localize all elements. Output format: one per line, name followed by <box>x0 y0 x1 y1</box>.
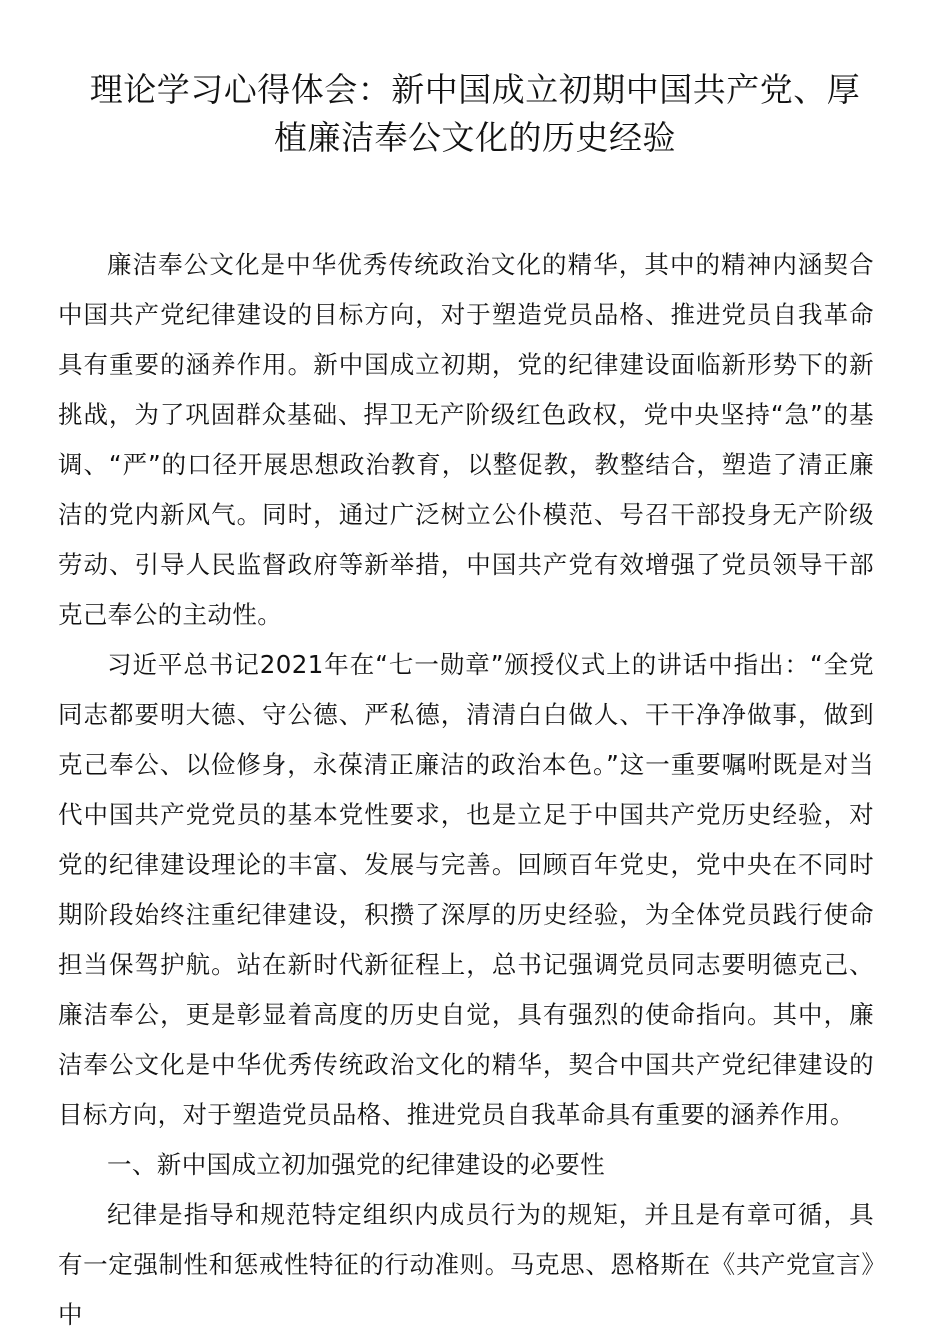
document-title: 理论学习心得体会：新中国成立初期中国共产党、厚植廉洁奉公文化的历史经验 <box>89 70 861 157</box>
document-body <box>58 240 874 1340</box>
paragraph-section-one: 纪律是指导和规范特定组织内成员行为的规矩，并且是有章可循，具有一定强制性和惩戒性特征的行动准则。马克思、恩格斯在《共产党宣言》中 <box>58 1200 874 1329</box>
paragraph-intro: 廉洁奉公文化是中华优秀传统政治文化的精华，其中的精神内涵契合中国共产党纪律建设的目标方向，对于塑造党员品格、推进党员自我革命具有重要的涵养作用。新中国成立初期，党的纪律建设面临新形势下的新挑战，为了巩固群众基础、捍卫无产阶级红色政权，党中央坚持“急”的基调、“严”的口径开展思想政治教育，以整促教，教整结合，塑造了清正廉洁的党内新风气。同时，通过广泛树立公仆模范、号召干部投身无产阶级劳动、引导人民监督政府等新举措，中国共产党有效增强了党员领导干部克己奉公的主动性。 <box>58 250 874 629</box>
paragraph-speech: 习近平总书记2021年在“七一勋章”颁授仪式上的讲话中指出：“全党同志都要明大德、守公德、严私德，清清白白做人、干干净净做事，做到克己奉公、以俭修身，永葆清正廉洁的政治本色。”这一重要嘱咐既是对当代中国共产党党员的基本党性要求，也是立足于中国共产党历史经验，对党的纪律建设理论的丰富、发展与完善。回顾百年党史，党中央在不同时期阶段始终注重纪律建设，积攒了深厚的历史经验，为全体党员践行使命担当保驾护航。站在新时代新征程上，总书记强调党员同志要明德克己、廉洁奉公，更是彰显着高度的历史自觉，具有强烈的使命指向。其中，廉洁奉公文化是中华优秀传统政治文化的精华，契合中国共产党纪律建设的目标方向，对于塑造党员品格、推进党员自我革命具有重要的涵养作用。 <box>58 650 874 1129</box>
section-heading: 一、新中国成立初加强党的纪律建设的必要性 <box>107 1150 605 1179</box>
